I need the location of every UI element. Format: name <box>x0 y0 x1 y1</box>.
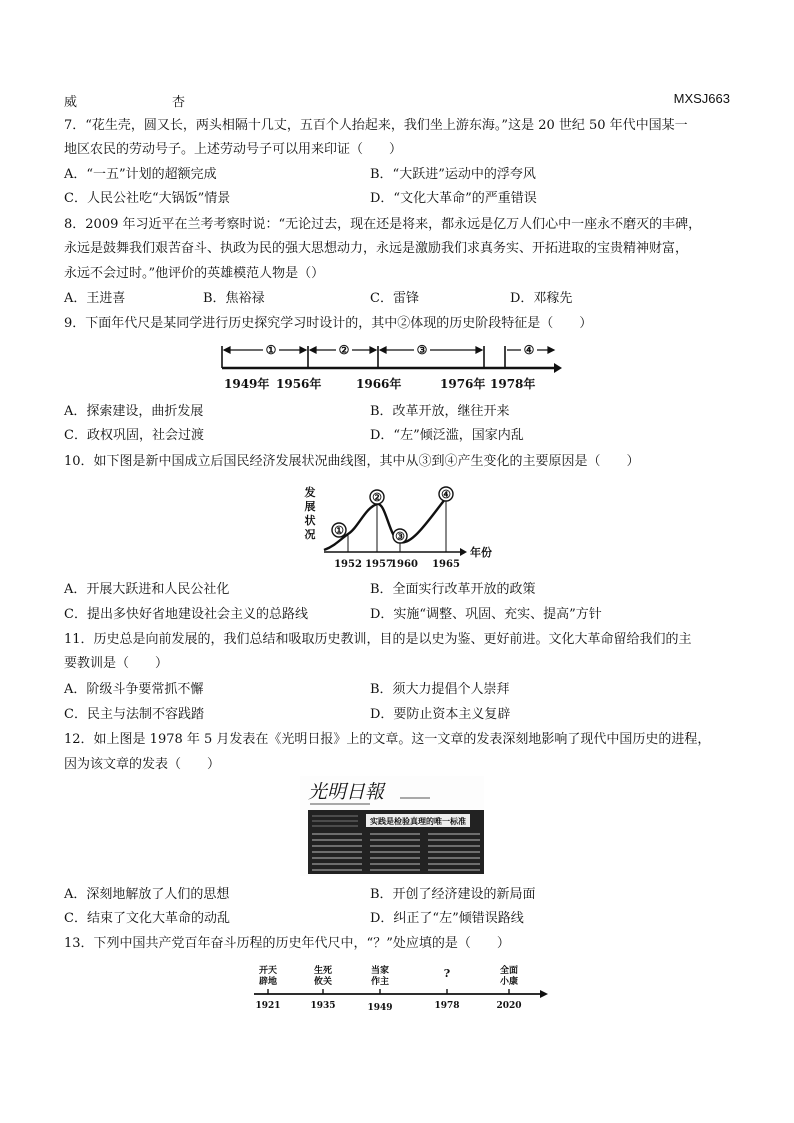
q9-timeline-arrow <box>554 363 562 373</box>
q7-stem-line1: 7．“花生壳，圆又长，两头相隔十几丈，五百个人抬起来，我们坐上游东海。”这是 20 世纪 50 年代中国某一 <box>64 118 688 133</box>
q13-stem: 13．下列中国共产党百年奋斗历程的历史年代尺中，“？”处应填的是（ ） <box>64 936 510 951</box>
q8-option-b[interactable]: B．焦裕禄 <box>203 291 265 306</box>
q13-label-1-line1: 开天 <box>258 966 278 976</box>
q13-label-3-line2: 作主 <box>370 977 390 987</box>
q13-label-1-line2: 辟地 <box>258 977 278 987</box>
q8-option-c[interactable]: C．雷锋 <box>370 291 419 306</box>
q9-year-1956: 1956年 <box>276 377 322 391</box>
q13-label-5-line2: 小康 <box>499 977 519 987</box>
q12-stem-line1: 12．如上图是 1978 年 5 月发表在《光明日报》上的文章。这一文章的发表深刻地影响了现代中国历史的进程， <box>64 732 711 747</box>
q9-year-1976: 1976年 <box>440 377 486 391</box>
q10-year-1952: 1952 <box>334 559 362 570</box>
q9-timeline-figure <box>218 340 562 396</box>
q9-year-1966: 1966年 <box>356 377 402 391</box>
q11-stem-line1: 11．历史总是向前发展的，我们总结和吸取历史教训，目的是以史为鉴、更好前进。文化大革命留给我们的主 <box>64 632 692 647</box>
q13-label-5-line1: 全面 <box>499 966 519 976</box>
page-header <box>64 91 730 109</box>
q13-label-unknown: ? <box>443 967 451 980</box>
q12-option-c[interactable]: C．结束了文化大革命的动乱 <box>64 911 230 926</box>
q10-option-a[interactable]: A．开展大跃进和人民公社化 <box>64 582 230 597</box>
q11-option-b[interactable]: B．须大力提倡个人崇拜 <box>370 682 510 697</box>
q7-option-d[interactable]: D．“文化大革命”的严重错误 <box>370 191 537 206</box>
q10-ylabel-4: 况 <box>304 528 316 541</box>
q10-stem: 10．如下图是新中国成立后国民经济发展状况曲线图，其中从③到④产生变化的主要原因是（ ） <box>64 454 640 469</box>
q9-option-c[interactable]: C．政权巩固，社会过渡 <box>64 428 204 443</box>
q11-option-d[interactable]: D．要防止资本主义复辟 <box>370 707 511 722</box>
q13-label-3-line1: 当家 <box>370 966 390 976</box>
q7-option-a[interactable]: A．“一五”计划的超额完成 <box>64 167 217 182</box>
q9-year-1978: 1978年 <box>490 377 536 391</box>
q13-label-2-line2: 攸关 <box>313 977 333 987</box>
q13-label-2-line1: 生死 <box>313 966 333 976</box>
q12-option-a[interactable]: A．深刻地解放了人们的思想 <box>64 887 230 902</box>
header-left-char-2: 杏 <box>172 95 186 110</box>
q13-year-1935: 1935 <box>310 1001 336 1011</box>
q10-point-4: ④ <box>441 488 451 501</box>
q8-stem-line1: 8．2009 年习近平在兰考考察时说：“无论过去，现在还是将来，都永远是亿万人们心中一座永不磨灭的丰碑， <box>64 217 702 232</box>
q13-timeline-arrow <box>540 990 548 998</box>
q11-option-a[interactable]: A．阶级斗争要常抓不懈 <box>64 682 204 697</box>
q8-stem-line2: 永远是鼓舞我们艰苦奋斗、执政为民的强大思想动力，永远是激励我们求真务实、开拓进取的宝贵精神财富， <box>64 241 689 256</box>
q9-option-a[interactable]: A．探索建设，曲折发展 <box>64 404 204 419</box>
q13-year-1978: 1978 <box>434 1001 460 1011</box>
q10-year-1965: 1965 <box>432 559 460 570</box>
q10-year-1960: 1960 <box>390 559 418 570</box>
q12-newspaper-masthead: 光明日報 <box>308 781 385 803</box>
q10-point-2: ② <box>372 491 382 504</box>
q11-stem-line2: 要教训是（ ） <box>64 656 169 671</box>
q8-option-a[interactable]: A．王进喜 <box>64 291 126 306</box>
q9-mark-2: ② <box>338 343 350 357</box>
q12-newspaper-figure <box>300 776 484 876</box>
q8-stem-line3: 永远不会过时。”他评价的英雄模范人物是（） <box>64 266 325 281</box>
q12-option-d[interactable]: D．纠正了“左”倾错误路线 <box>370 911 524 926</box>
q10-point-1: ① <box>334 524 344 537</box>
q9-mark-3: ③ <box>416 343 428 357</box>
q13-year-1921: 1921 <box>255 1001 281 1011</box>
q10-x-arrow <box>460 548 467 556</box>
q10-option-d[interactable]: D．实施“调整、巩固、充实、提高”方针 <box>370 607 602 622</box>
q10-ylabel-3: 状 <box>304 514 316 527</box>
q10-option-c[interactable]: C．提出多快好省地建设社会主义的总路线 <box>64 607 308 622</box>
q10-option-b[interactable]: B．全面实行改革开放的政策 <box>370 582 536 597</box>
q9-year-1949: 1949年 <box>224 377 270 391</box>
q13-year-1949: 1949 <box>367 1003 393 1013</box>
header-left-char-1: 威 <box>64 95 78 110</box>
q10-ylabel-2: 展 <box>304 500 316 513</box>
q7-option-b[interactable]: B．“大跃进”运动中的浮夸风 <box>370 167 536 182</box>
q9-option-b[interactable]: B．改革开放，继往开来 <box>370 404 510 419</box>
q8-option-d[interactable]: D．邓稼先 <box>510 291 573 306</box>
q9-mark-1: ① <box>265 343 277 357</box>
q10-ylabel-1: 发 <box>304 486 316 499</box>
header-code: MXSJ663 <box>673 91 730 106</box>
q13-year-2020: 2020 <box>496 1001 522 1011</box>
q12-newspaper-headline: 实践是检验真理的唯一标准 <box>370 816 466 826</box>
q12-option-b[interactable]: B．开创了经济建设的新局面 <box>370 887 536 902</box>
q10-economy-curve-figure <box>300 478 500 572</box>
q7-option-c[interactable]: C．人民公社吃“大锅饭”情景 <box>64 191 231 206</box>
q7-stem-line2: 地区农民的劳动号子。上述劳动号子可以用来印证（ ） <box>64 142 403 157</box>
q10-point-3: ③ <box>395 530 405 543</box>
q10-year-1957: 1957 <box>365 559 393 570</box>
q12-stem-line2: 因为该文章的发表（ ） <box>64 757 221 772</box>
q13-timeline-figure <box>250 962 550 1014</box>
q9-stem: 9．下面年代尺是某同学进行历史探究学习时设计的，其中②体现的历史阶段特征是（ ） <box>64 316 593 331</box>
q9-option-d[interactable]: D．“左”倾泛滥，国家内乱 <box>370 428 524 443</box>
q10-xlabel: 年份 <box>470 546 492 559</box>
q11-option-c[interactable]: C．民主与法制不容践踏 <box>64 707 204 722</box>
q9-mark-4: ④ <box>523 343 535 357</box>
